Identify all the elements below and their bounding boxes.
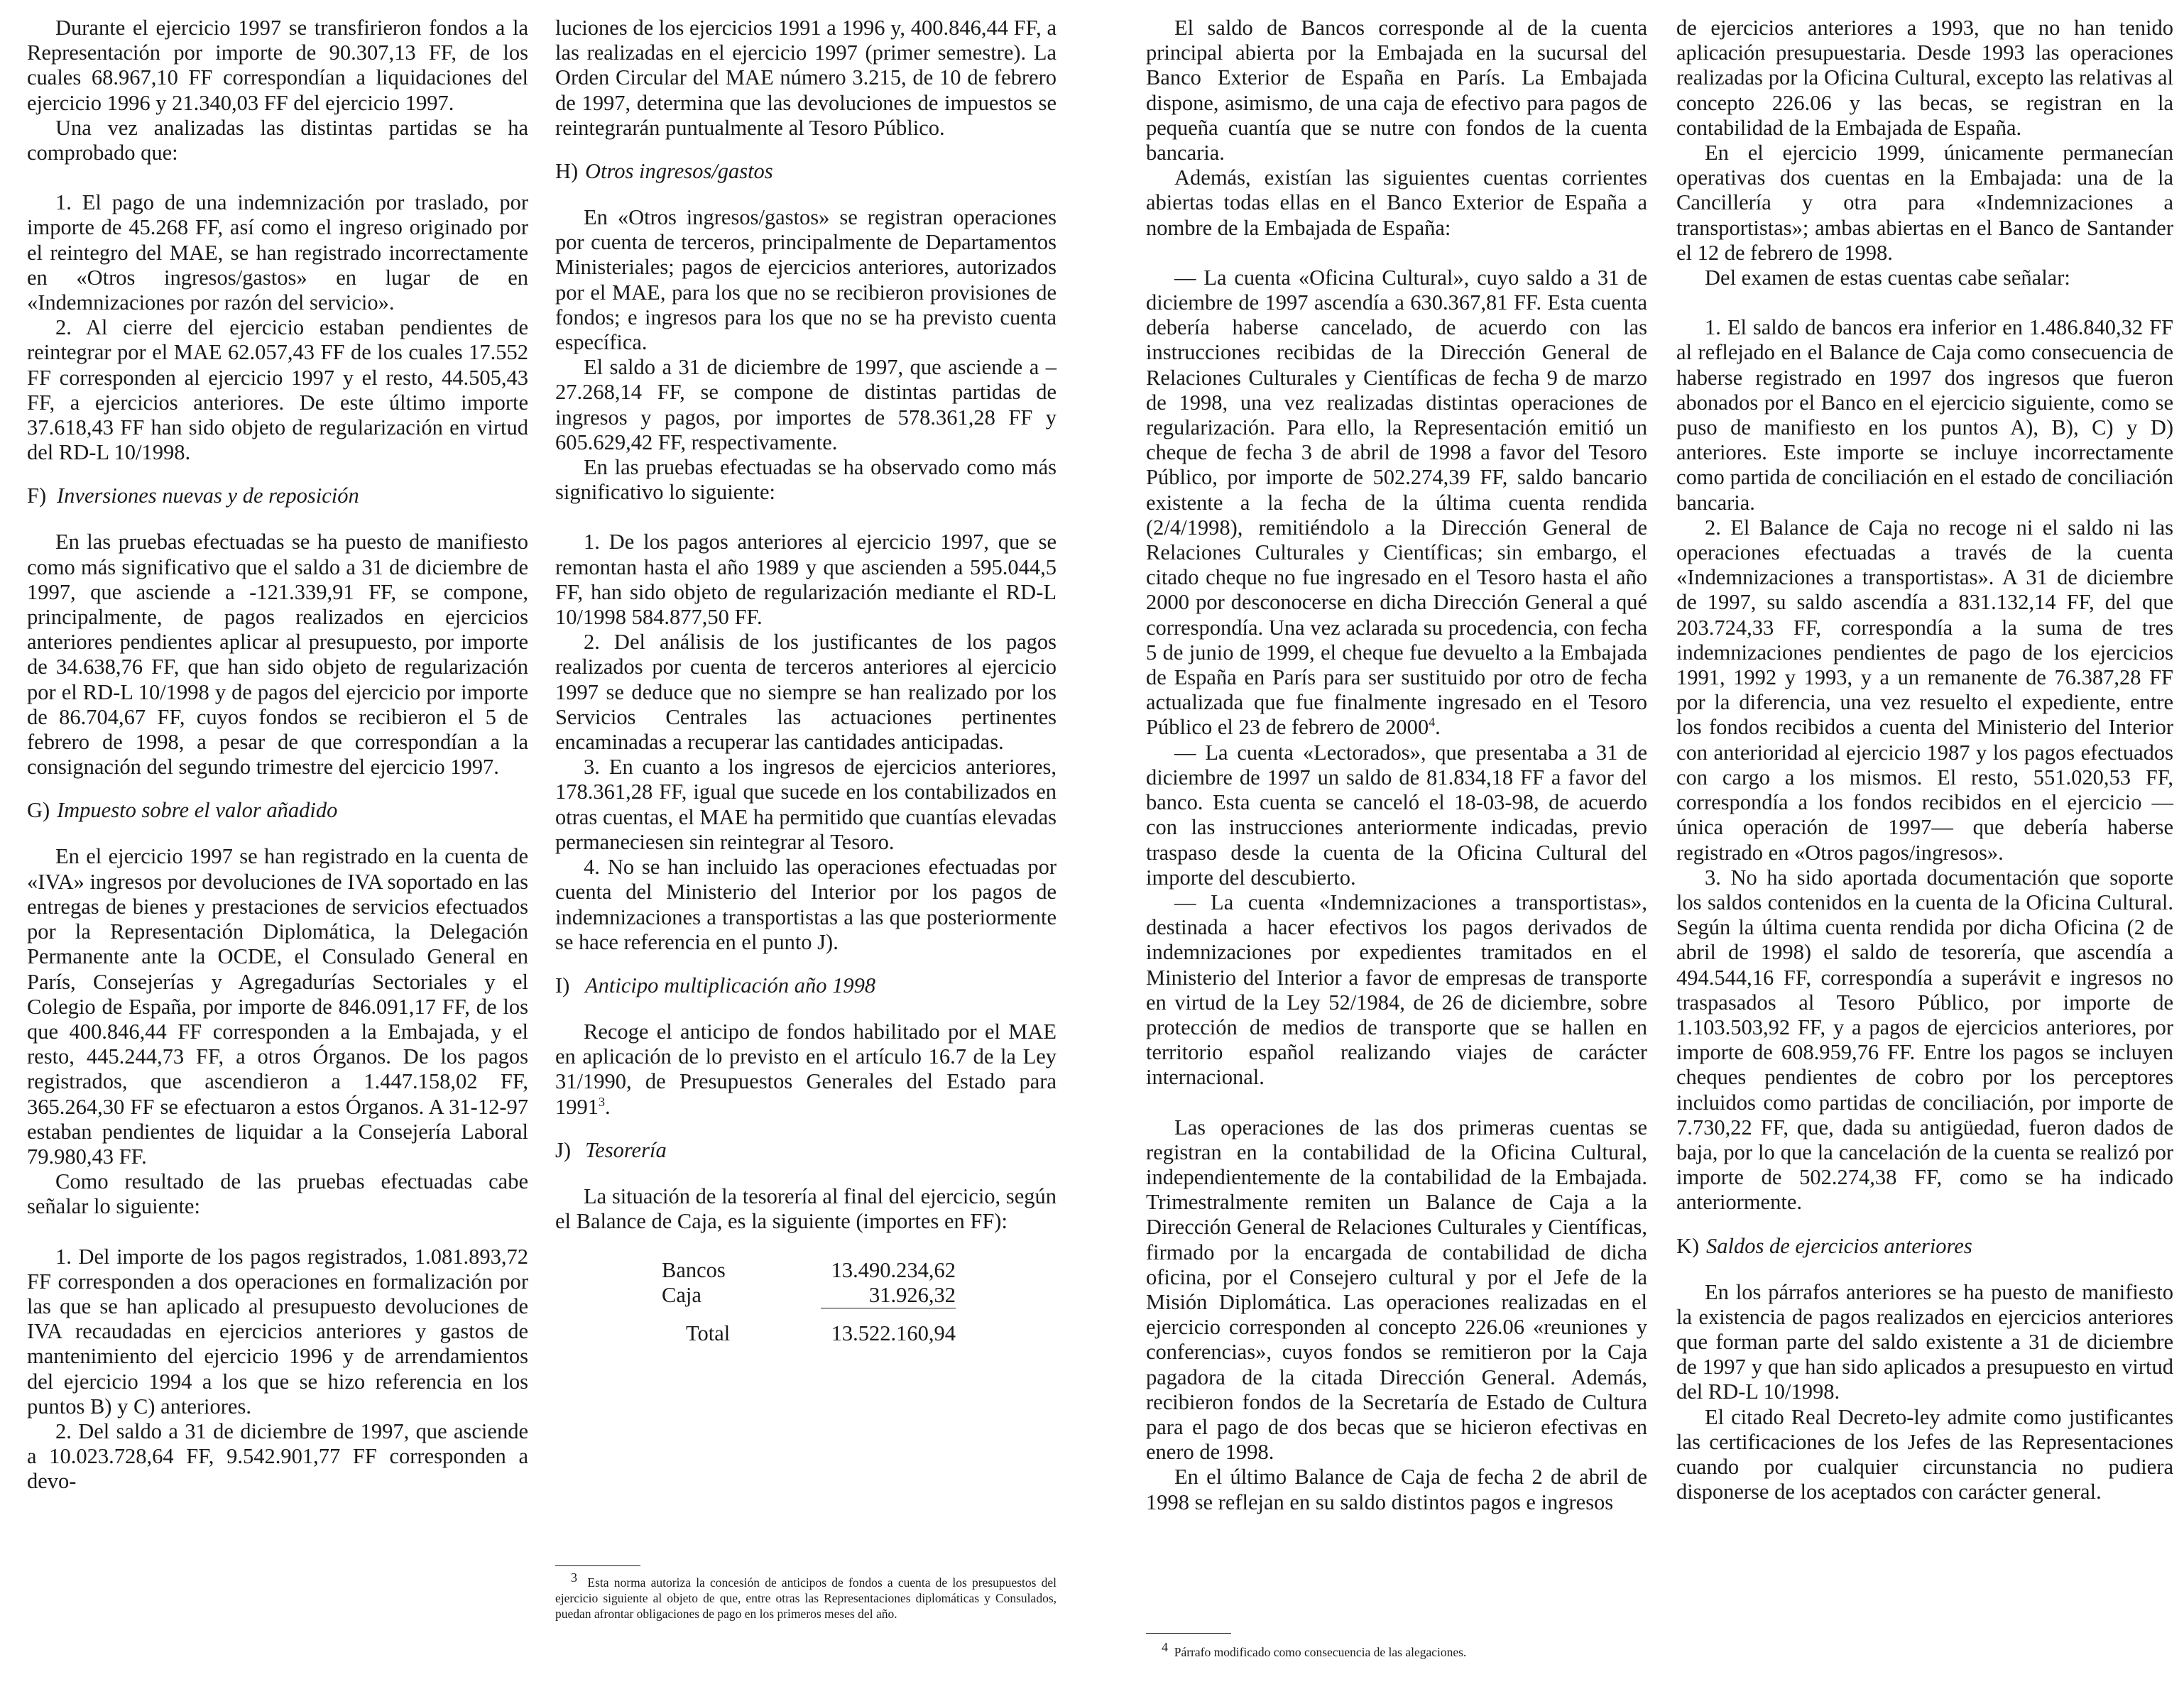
list-item: 3. En cuanto a los ingresos de ejercicios anteriores, 178.361,28 FF, igual que sucede en los contabilizados en otras cuentas, el MAE ha permitido que cuantías elevadas permaneciesen sin reintegrar al Tesoro. [555,755,1056,854]
paragraph: Como resultado de las pruebas efectuadas cabe señalar lo siguiente: [27,1169,528,1219]
paragraph: En el ejercicio 1997 se han registrado en la cuenta de «IVA» ingresos por devoluciones de IVA soportado en las entregas de bienes y prestaciones de servicios efectuados por la Representación Diplomática, la Delegación Permanente ante la OCDE, el Consulado General en París, Consejerías y Agregadurías Sectoriales y el Colegio de España, por importe de 846.091,17 FF, de los que 400.846,44 FF corresponden a la Embajada, y el resto, 445.244,73 FF, a otros Órganos. De los pagos registrados, que ascendieron a 1.447.158,02 FF, 365.264,30 FF se efectuaron a estos Órganos. A 31-12-97 estaban pendientes de liquidar a la Consejería Laboral 79.980,43 FF. [27,844,528,1169]
section-heading-i: I) Anticipo multiplicación año 1998 [555,973,876,997]
left-page [0,0,1065,1689]
list-item: 2. Al cierre del ejercicio estaban pendientes de reintegrar por el MAE 62.057,43 FF de los cuales 17.552 FF corresponden al ejercicio 1997 y el resto, 44.505,43 FF, a ejercicios anteriores. De este último importe 37.618,43 FF han sido objeto de regularización en virtud del RD-L 10/1998. [27,315,528,465]
section-heading-h: H) Otros ingresos/gastos [555,159,773,184]
paragraph: En las pruebas efectuadas se ha puesto de manifiesto como más significativo que el saldo a 31 de diciembre de 1997, que asciende a -121.339,91 FF, se compone, principalmente, de pagos realizados en ejercicios anteriores pendientes aplicar al presupuesto, por importe de 34.638,76 FF, que han sido objeto de regularización por el RD-L 10/1998 y de pagos del ejercicio por importe de 86.704,67 FF, cuyos fondos se recibieron el 5 de febrero de 1998, a pesar de que correspondían a la consignación del segundo trimestre del ejercicio 1997. [27,530,528,780]
footnote-3: $^3$ Esta norma autoriza la concesión de anticipos de fondos a cuenta de los presupuestos del ejercicio siguiente al objeto de que, entre otras las Representaciones diplomáticas y Consulados, puedan afrontar obligaciones de pago en los primeros meses del año. [555,1570,1056,1621]
paragraph: En los párrafos anteriores se ha puesto de manifiesto la existencia de pagos realizados en ejercicios anteriores que forman parte del saldo existente a 31 de diciembre de 1997 y que han sido aplicados a presupuesto en virtud del RD-L 10/1998. [1676,1279,2173,1404]
footnote-rule [1146,1633,1231,1634]
section-heading-j: J) Tesorería [555,1137,667,1162]
paragraph: La situación de la tesorería al final del ejercicio, según el Balance de Caja, es la siguiente (importes en FF): [555,1184,1056,1233]
paragraph: Además, existían las siguientes cuentas corrientes abiertas todas ellas en el Banco Exterior de España a nombre de la Embajada de España: [1146,165,1647,240]
footnote-rule [555,1565,640,1566]
section-heading-f: F) Inversiones nuevas y de reposición [27,483,359,508]
paragraph: El citado Real Decreto-ley admite como justificantes las certificaciones de los Jefes de las Representaciones cuando por cualquier circunstancia no pudiera disponerse de los aceptados con carácter general. [1676,1404,2173,1504]
list-item: 1. Del importe de los pagos registrados, 1.081.893,72 FF corresponden a dos operaciones en formalización por las que se han aplicado al presupuesto devoluciones de IVA recaudadas en ejercicios anteriores y gastos de mantenimiento del ejercicio 1996 y de arrendamientos del ejercicio 1994 a los que se hizo referencia en los puntos B) y C) anteriores. [27,1244,528,1419]
paragraph: En «Otros ingresos/gastos» se registran operaciones por cuenta de terceros, principalmente de Departamentos Ministeriales; pagos de ejercicios anteriores, autorizados por el MAE, para los que no se recibieron provisiones de fondos; e ingresos para los que no se ha previsto cuenta específica. [555,205,1056,355]
table-row: Caja 31.926,32 [662,1283,956,1308]
list-item: 2. El Balance de Caja no recoge ni el saldo ni las operaciones efectuadas a través de la cuenta «Indemnizaciones a transportistas». A 31 de diciembre de 1997, su saldo ascendía a 831.132,14 FF, del que 203.724,33 FF, correspondía a la suma de tres indemnizaciones pendientes de pago de los ejercicios 1991, 1992 y 1993, y a un remanente de 76.387,28 FF por la diferencia, una vez resuelto el expediente, entre los fondos recibidos a cuenta del Ministerio del Interior con anterioridad al ejercicio 1987 y los pagos efectuados con cargo a los mismos. El resto, 551.020,53 FF, correspondía a los fondos recibidos en el ejercicio —única operación de 1997— que debería haberse registrado en «Otros pagos/ingresos». [1676,515,2173,865]
list-item: 3. No ha sido aportada documentación que soporte los saldos contenidos en la cuenta de la Oficina Cultural. Según la última cuenta rendida por dicha Oficina (2 de abril de 1998) el saldo de tesorería, que ascendía a 494.544,16 FF, correspondía a superávit e ingresos no traspasados al Tesoro Público, por importe de 1.103.503,92 FF, y a pagos de ejercicios anteriores, por importe de 608.959,76 FF. Entre los pagos se incluyen cheques pendientes de cobro por los perceptores incluidos como partidas de conciliación, por importe de 7.730,22 FF, que, dada su antigüedad, fueron dados de baja, por lo que la cancelación de la cuenta se realizó por importe de 502.274,38 FF, como se ha indicado anteriormente. [1676,865,2173,1215]
paragraph: Una vez analizadas las distintas partidas se ha comprobado que: [27,115,528,165]
table-total-row: Total 13.522.160,94 [686,1321,956,1346]
paragraph: El saldo de Bancos corresponde al de la cuenta principal abierta por la Embajada en la sucursal del Banco Exterior de España en París. La Embajada dispone, asimismo, de una caja de efectivo para pagos de pequeña cuantía que se nutre con fondos de la cuenta bancaria. [1146,16,1647,165]
section-heading-k: K) Saldos de ejercicios anteriores [1676,1233,1972,1258]
list-item: — La cuenta «Lectorados», que presentaba a 31 de diciembre de 1997 un saldo de 81.834,18 FF a favor del banco. Esta cuenta se canceló el 18-03-98, de acuerdo con las instrucciones anteriormente indicadas, previo traspaso desde la cuenta de la Oficina Cultural del importe del descubierto. [1146,740,1647,890]
column-4 [1676,16,2173,1504]
paragraph: Durante el ejercicio 1997 se transfirieron fondos a la Representación por importe de 90.307,13 FF, de los cuales 68.967,10 FF correspondían a liquidaciones del ejercicio 1996 y 21.340,03 FF del ejercicio 1997. [27,16,528,115]
table-row: Bancos 13.490.234,62 [662,1258,956,1283]
paragraph: luciones de los ejercicios 1991 a 1996 y, 400.846,44 FF, a las realizadas en el ejercicio 1997 (primer semestre). La Orden Circular del MAE número 3.215, de 10 de febrero de 1997, determina que las devoluciones de impuestos se reintegrarán puntualmente al Tesoro Público. [555,16,1056,140]
paragraph: En el último Balance de Caja de fecha 2 de abril de 1998 se reflejan en su saldo distintos pagos e ingresos [1146,1465,1647,1514]
column-3 [1146,16,1647,1515]
paragraph: Del examen de estas cuentas cabe señalar: [1705,266,2070,290]
paragraph: El saldo a 31 de diciembre de 1997, que asciende a –27.268,14 FF, se compone de distintas partidas de ingresos y pagos, por importes de 578.361,28 FF y 605.629,42 FF, respectivamente. [555,355,1056,454]
section-heading-g: G) Impuesto sobre el valor añadido [27,798,338,823]
footnote-ref: 3 [599,1094,605,1109]
paragraph: de ejercicios anteriores a 1993, que no han tenido aplicación presupuestaria. Desde 1993 las operaciones realizadas por la Oficina Cultural, excepto las relativas al concepto 226.06 y las becas, se registran en la contabilidad de la Embajada de España. [1676,16,2173,140]
list-item: 4. No se han incluido las operaciones efectuadas por cuenta del Ministerio del Interior por los pagos de indemnizaciones a transportistas a las que posteriormente se hace referencia en el punto J). [555,855,1056,954]
list-item: — La cuenta «Indemnizaciones a transportistas», destinada a hacer efectivos los pagos derivados de indemnizaciones por expedientes tramitados en el Ministerio del Interior a favor de empresas de transporte en virtud de la Ley 52/1984, de 26 de diciembre, sobre protección de medios de transporte que se hallen en territorio español realizando viajes de carácter internacional. [1146,890,1647,1090]
column-1 [27,16,528,1494]
list-item: 1. El saldo de bancos era inferior en 1.486.840,32 FF al reflejado en el Balance de Caja como consecuencia de haberse registrado en 1997 dos ingresos que fueron abonados por el Banco en el ejercicio siguiente, como se puso de manifiesto en los puntos A), B), C) y D) anteriores. Este importe se incluye incorrectamente como partida de conciliación en el estado de conciliación bancaria. [1676,315,2173,515]
footnote-ref: 4 [1429,715,1436,730]
treasury-table [662,1258,956,1346]
footnote-4: $^4$ Párrafo modificado como consecuencia de las alegaciones. [1162,1640,1467,1659]
list-item: 2. Del análisis de los justificantes de los pagos realizados por cuenta de terceros anteriores al ejercicio 1997 se deduce que no siempre se han realizado por los Servicios Centrales las actuaciones pertinentes encaminadas a recuperar las cantidades anticipadas. [555,630,1056,755]
paragraph: Las operaciones de las dos primeras cuentas se registran en la contabilidad de la Oficina Cultural, independientemente de la contabilidad de la Embajada. Trimestralmente remiten un Balance de Caja a la Dirección General de Relaciones Culturales y Científicas, firmado por la encargada de contabilidad de dicha oficina, por el Consejero cultural y por el Jefe de la Misión Diplomática. Las operaciones realizadas en el ejercicio corresponden al concepto 226.06 «reuniones y conferencias», cuyos fondos se remitieron por la Caja pagadora de la citada Dirección General. Además, recibieron fondos de la Secretaría de Estado de Cultura para el pago de dos becas que se hicieron efectivas en enero de 1998. [1146,1115,1647,1465]
paragraph: Recoge el anticipo de fondos habilitado por el MAE en aplicación de lo previsto en el artículo 16.7 de la Ley 31/1990, de Presupuestos Generales del Estado para 1991$^3$. [555,1019,1056,1119]
right-page [1119,0,2184,1689]
paragraph: En las pruebas efectuadas se ha observado como más significativo lo siguiente: [555,455,1056,505]
list-item: — La cuenta «Oficina Cultural», cuyo saldo a 31 de diciembre de 1997 ascendía a 630.367,81 FF. Esta cuenta debería haberse cancelado, de acuerdo con las instrucciones recibidas de la Dirección General de Relaciones Culturales y Científicas de fecha 9 de marzo de 1998, una vez realizadas distintas operaciones de regularización. Para ello, la Representación emitió un cheque de fecha 3 de abril de 1998 a favor del Tesoro Público, por importe de 502.274,39 FF, saldo bancario existente a la fecha de la última cuenta rendida (2/4/1998), remitiéndolo a la Dirección General de Relaciones Culturales y Científicas; sin embargo, el citado cheque no fue ingresado en el Tesoro hasta el año 2000 por desconocerse en dicha Dirección General a qué correspondía. Una vez aclarada su procedencia, con fecha 5 de junio de 1999, el cheque fue devuelto a la Embajada de España en París para ser sustituido por otro de fecha actualizada que fue finalmente ingresado en el Tesoro Público el 23 de febrero de 2000$^4$. [1146,265,1647,740]
paragraph: En el ejercicio 1999, únicamente permanecían operativas dos cuentas en la Embajada: una de la Cancillería y otra para «Indemnizaciones a transportistas»; ambas abiertas en el Banco de Santander el 12 de febrero de 1998. [1676,141,2173,265]
column-2 [555,16,1056,1346]
list-item: 1. De los pagos anteriores al ejercicio 1997, que se remontan hasta el año 1989 y que ascienden a 595.044,5 FF, han sido objeto de regularización mediante el RD-L 10/1998 584.877,50 FF. [555,530,1056,630]
list-item: 2. Del saldo a 31 de diciembre de 1997, que asciende a 10.023.728,64 FF, 9.542.901,77 FF corresponden a devo- [27,1419,528,1494]
list-item: 1. El pago de una indemnización por traslado, por importe de 45.268 FF, así como el ingreso originado por el reintegro del MAE, se han registrado incorrectamente en «Otros ingresos/gastos» en lugar de en «Indemnizaciones por razón del servicio». [27,190,528,315]
